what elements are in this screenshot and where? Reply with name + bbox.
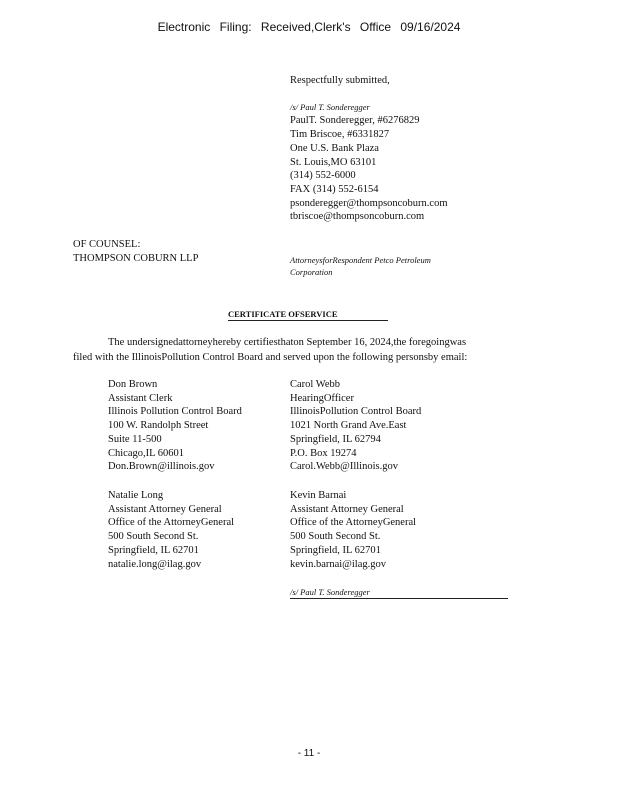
address-line: St. Louis,MO 63101 [290,156,377,168]
certificate-text-line: The undersignedattorneyhereby certifiesthaton September 16, 2024,the foregoingwas [108,337,467,348]
closing-signature: /s/ Paul T. Sonderegger [290,587,508,599]
recipient-org: Illinois Pollution Control Board [108,406,242,418]
recipient-address: Suite 11-500 [108,433,162,445]
recipient-email: kevin.barnai@ilag.gov [290,558,386,570]
certificate-text-line: filed with the IllinoisPollution Control Board and served upon the following personsby email: [73,352,468,363]
phone-line: (314) 552-6000 [290,170,356,182]
recipient-city: Springfield, IL 62701 [108,544,199,556]
recipient-address: 1021 North Grand Ave.East [290,420,407,432]
certificate-paragraph [73,335,513,365]
attorneys-for-line: AttorneysforRespondent Petco Petroleum [290,255,431,265]
service-recipient-don-brown [108,378,242,474]
recipient-city: Chicago,IL 60601 [108,447,185,459]
email-line: tbriscoe@thompsoncoburn.com [290,211,425,223]
submission-block [290,74,448,224]
attorney-signature: /s/ Paul T. Sonderegger [290,101,370,112]
recipient-po-box: P.O. Box 19274 [290,447,357,459]
filing-header: Electronic Filing: Received,Clerk's Office 09/16/2024 [157,20,461,34]
fax-line: FAX (314) 552-6154 [290,183,379,195]
recipient-address: 100 W. Randolph Street [108,420,209,432]
recipient-email: Don.Brown@illinois.gov [108,461,215,473]
recipient-name: Kevin Barnai [290,490,347,501]
respectfully-submitted: Respectfully submitted, [290,75,390,86]
recipient-name: Natalie Long [108,490,164,501]
recipient-email: natalie.long@ilag.gov [108,558,202,570]
recipient-title: HearingOfficer [290,392,354,404]
recipient-name: Carol Webb [290,379,340,390]
of-counsel-block [73,238,198,265]
recipient-title: Assistant Attorney General [108,503,222,515]
recipient-org: Office of the AttorneyGeneral [290,517,417,529]
recipient-email: Carol.Webb@Illinois.gov [290,461,398,473]
recipient-city: Springfield, IL 62794 [290,433,381,445]
recipient-address: 500 South Second St. [108,531,199,543]
email-line: psonderegger@thompsoncoburn.com [290,197,448,209]
service-recipient-kevin-barnai [290,489,416,571]
page-number: - 11 - [297,748,321,759]
service-recipient-natalie-long [108,489,234,571]
recipient-title: Assistant Clerk [108,392,173,404]
attorneys-for-block [290,254,431,278]
recipient-name: Don Brown [108,379,158,390]
law-firm-name: THOMPSON COBURN LLP [73,252,199,264]
attorneys-for-line: Corporation [290,267,333,277]
certificate-title: CERTIFICATE OFSERVICE [228,309,388,321]
service-recipient-carol-webb [290,378,421,474]
recipient-org: IllinoisPollution Control Board [290,406,422,418]
recipient-org: Office of the AttorneyGeneral [108,517,235,529]
recipient-address: 500 South Second St. [290,531,381,543]
recipient-title: Assistant Attorney General [290,503,404,515]
of-counsel-label: OF COUNSEL: [73,239,141,250]
address-line: One U.S. Bank Plaza [290,142,379,154]
attorney-line: Tim Briscoe, #6331827 [290,129,390,141]
attorney-line: PaulT. Sonderegger, #6276829 [290,115,420,127]
recipient-city: Springfield, IL 62701 [290,544,381,556]
